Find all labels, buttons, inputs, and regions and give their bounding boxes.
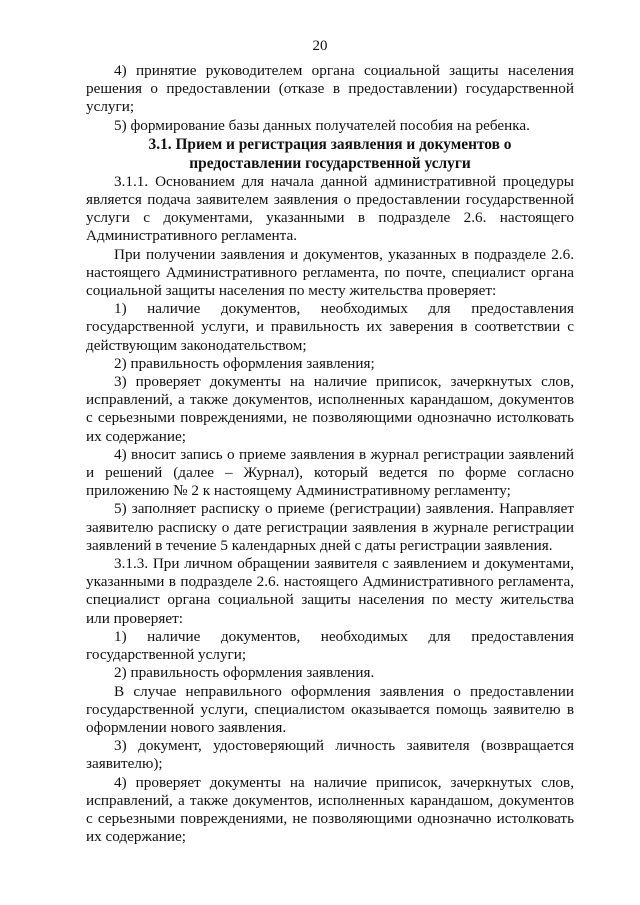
document-body xyxy=(86,62,574,846)
intro-item-4: 4) принятие руководителем органа социальной защиты населения решения о предоставлении (отказе в предоставлении) государственной услуги; xyxy=(86,62,574,116)
page-number: 20 xyxy=(312,38,328,54)
personal-list-item-3: 3) документ, удостоверяющий личность заявителя (возвращается заявителю); xyxy=(86,737,574,773)
section-title xyxy=(86,135,574,173)
list-item-1: 1) наличие документов, необходимых для предоставления государственной услуги, и правильность их заверения в соответствии с действующим законодательством; xyxy=(86,300,574,354)
paragraph-incorrect-form: В случае неправильного оформления заявления о предоставлении государственной услуги, специалистом оказывается помощь заявителю в оформлении нового заявления. xyxy=(86,682,574,736)
intro-item-5: 5) формирование базы данных получателей пособия на ребенка. xyxy=(114,116,530,134)
section-title-line2: предоставлении государственной услуги xyxy=(189,154,471,172)
paragraph-mail-check: При получении заявления и документов, указанных в подразделе 2.6. настоящего Административного регламента, по почте, специалист органа социальной защиты населения по месту жительства проверяет: xyxy=(86,245,574,300)
section-title-line1: 3.1. Прием и регистрация заявления и документов о xyxy=(148,135,512,153)
personal-list-item-2: 2) правильность оформления заявления. xyxy=(114,664,375,682)
list-item-3: 3) проверяет документы на наличие приписок, зачеркнутых слов, исправлений, а также документов, исполненных карандашом, документов с серьезными повреждениями, не позволяющими однозначно истолковать их содержание; xyxy=(86,373,574,445)
list-item-4: 4) вносит запись о приеме заявления в журнал регистрации заявлений и решений (далее – Журнал), который ведется по форме согласно приложению № 2 к настоящему Административному регламенту; xyxy=(86,445,574,500)
personal-list-item-1: 1) наличие документов, необходимых для предоставления государственной услуги; xyxy=(86,627,574,664)
paragraph-3-1-3: 3.1.3. При личном обращении заявителя с заявлением и документами, указанными в подразделе 2.6. настоящего Административного регламента, специалист органа социальной защиты населения по месту жительства или проверяет: xyxy=(86,555,574,627)
list-item-2: 2) правильность оформления заявления; xyxy=(114,354,375,372)
list-item-5: 5) заполняет расписку о приеме (регистрации) заявления. Направляет заявителю расписку о дате регистрации заявления в журнале регистрации заявлений в течение 5 календарных дней с даты регистрации заявления. xyxy=(86,500,574,554)
paragraph-3-1-1: 3.1.1. Основанием для начала данной административной процедуры является подача заявителем заявления о предоставлении государственной услуги с документами, указанными в подразделе 2.6. настоящего Административного регламента. xyxy=(86,172,574,245)
personal-list-item-4: 4) проверяет документы на наличие приписок, зачеркнутых слов, исправлений, а также документов, исполненных карандашом, документов с серьезными повреждениями, не позволяющими однозначно истолковать их содержание; xyxy=(86,773,574,846)
